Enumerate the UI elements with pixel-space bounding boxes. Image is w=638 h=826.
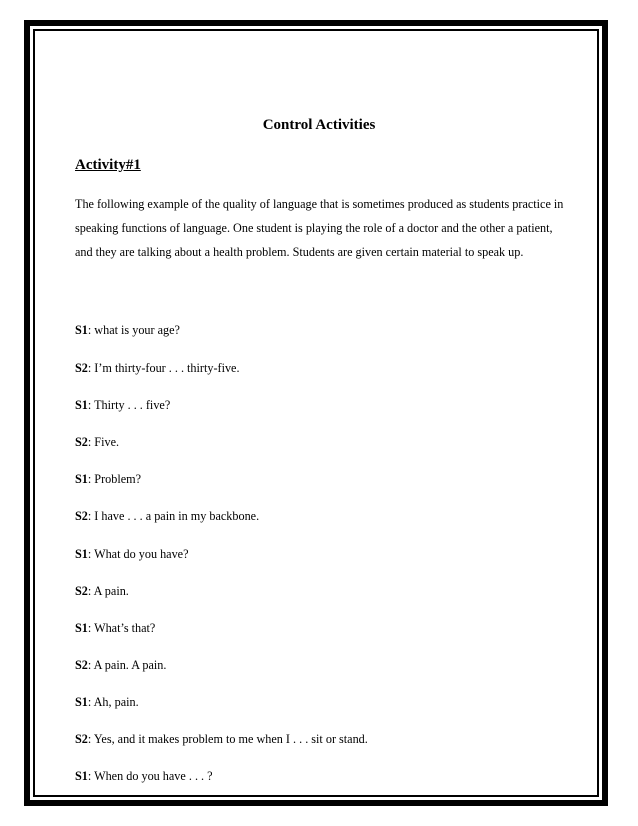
speaker-label: S1	[75, 695, 88, 709]
dialogue-line	[75, 397, 170, 413]
dialogue-text: : I have . . . a pain in my backbone.	[87, 509, 260, 523]
intro-paragraph: The following example of the quality of language that is sometimes produced as students practice in speaking functions of language. One student is playing the role of a doctor and the other a patient, and they are talking about a health problem. Students are given certain material to speak up.	[75, 197, 564, 259]
dialogue-line	[75, 694, 139, 710]
page-border-inner	[33, 29, 599, 797]
speaker-label: S2	[75, 509, 88, 523]
page-title: Control Activities	[262, 117, 376, 133]
dialogue-text: : When do you have . . . ?	[87, 769, 213, 783]
dialogue-text: : I’m thirty-four . . . thirty-five.	[87, 361, 240, 375]
dialogue-line	[75, 471, 141, 487]
dialogue-line	[75, 322, 180, 338]
dialogue-line	[75, 546, 189, 562]
speaker-label: S2	[75, 584, 88, 598]
dialogue-line	[75, 620, 155, 636]
dialogue-line	[75, 657, 166, 673]
dialogue-text: : Problem?	[87, 472, 142, 486]
dialogue-text: : what is your age?	[87, 323, 180, 337]
dialogue-line	[75, 360, 240, 376]
dialogue-text: : Thirty . . . five?	[87, 398, 171, 412]
speaker-label: S1	[75, 398, 88, 412]
dialogue-line	[75, 508, 259, 524]
speaker-label: S1	[75, 621, 88, 635]
speaker-label: S2	[75, 732, 88, 746]
dialogue-text: : What’s that?	[87, 621, 156, 635]
dialogue-text: : What do you have?	[87, 547, 189, 561]
dialogue-text: : A pain. A pain.	[87, 658, 167, 672]
speaker-label: S1	[75, 472, 88, 486]
speaker-label: S1	[75, 769, 88, 783]
speaker-label: S2	[75, 658, 88, 672]
dialogue-line	[75, 434, 119, 450]
dialogue-line	[75, 768, 213, 784]
dialogue-line	[75, 731, 368, 747]
dialogue-text: : Yes, and it makes problem to me when I . . . sit or stand.	[87, 732, 368, 746]
activity-heading: Activity#1	[75, 157, 141, 173]
speaker-label: S1	[75, 323, 88, 337]
dialogue-text: : A pain.	[87, 584, 129, 598]
speaker-label: S2	[75, 435, 88, 449]
dialogue-text: : Five.	[87, 435, 120, 449]
dialogue-line	[75, 583, 129, 599]
dialogue-text: : Ah, pain.	[87, 695, 139, 709]
speaker-label: S1	[75, 547, 88, 561]
speaker-label: S2	[75, 361, 88, 375]
